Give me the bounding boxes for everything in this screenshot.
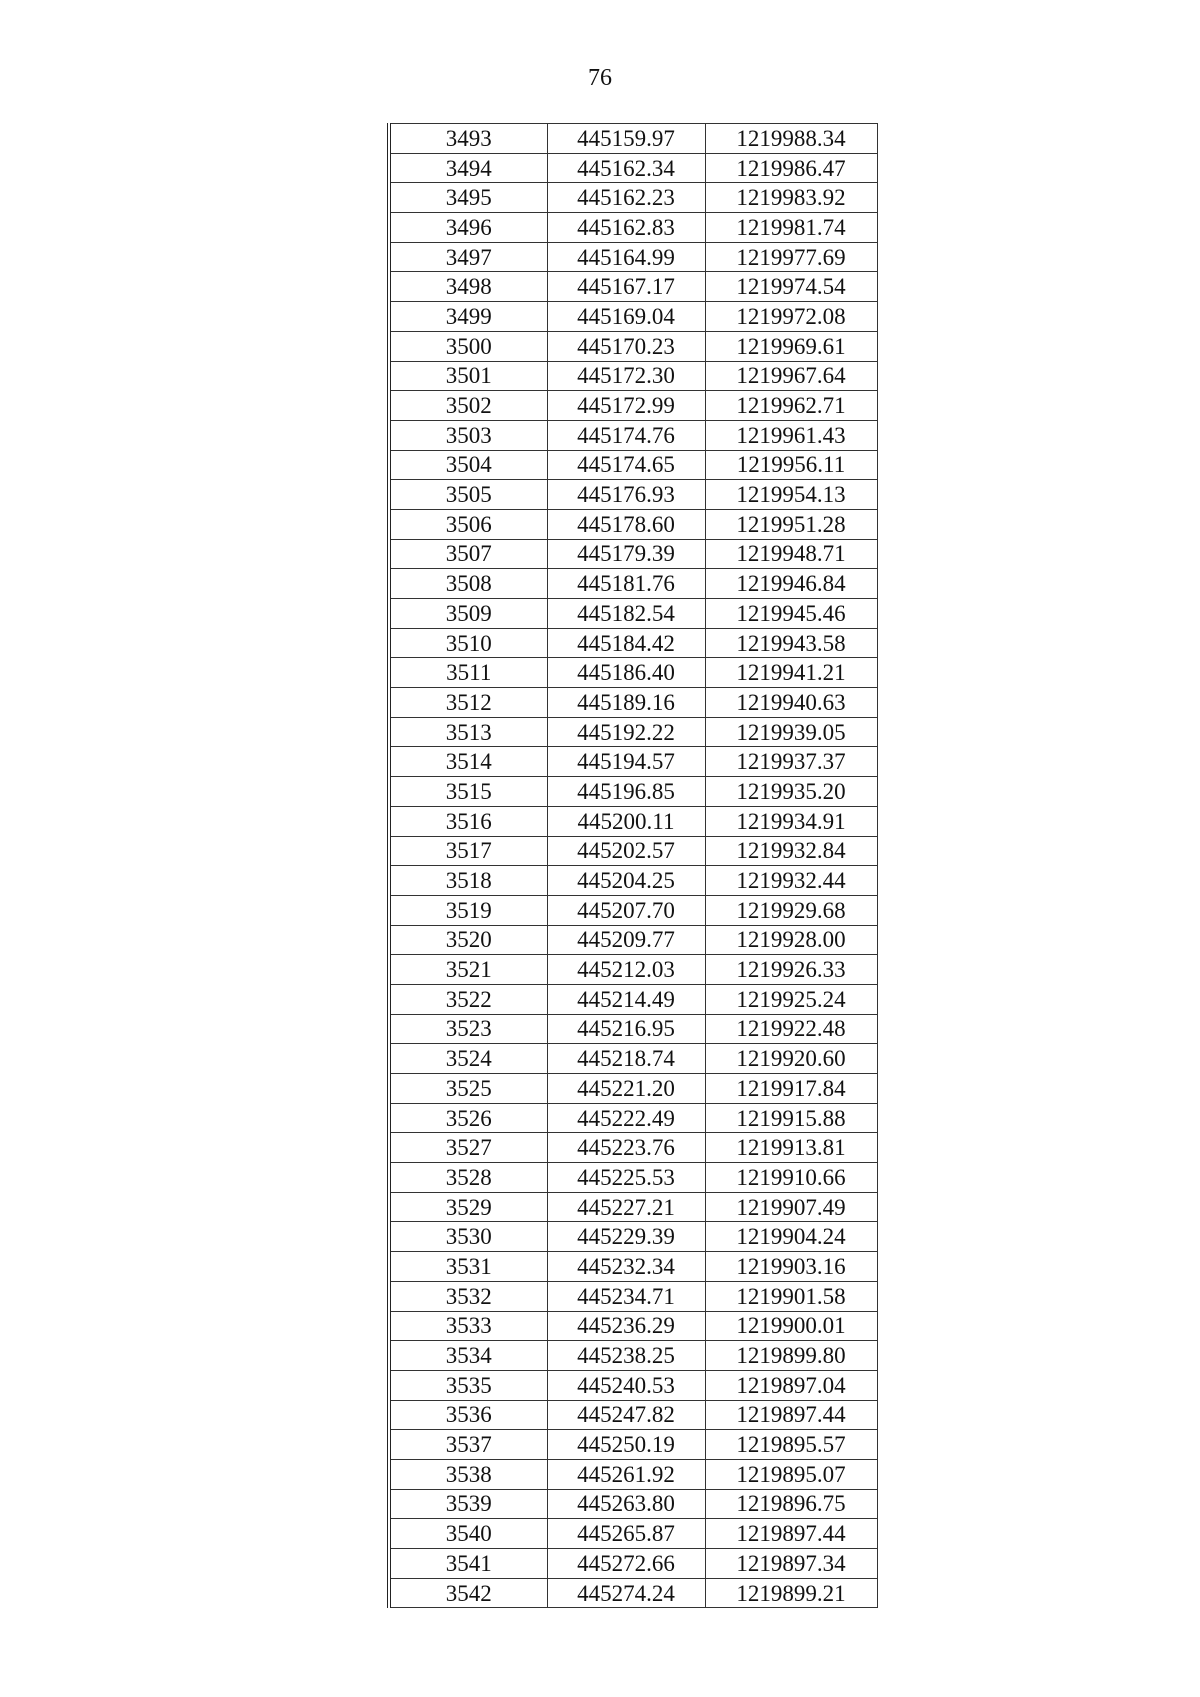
y-coordinate-cell: 1219897.04 bbox=[705, 1370, 877, 1400]
table-row bbox=[389, 1370, 877, 1400]
table-row bbox=[389, 1430, 877, 1460]
y-coordinate-cell: 1219900.01 bbox=[705, 1311, 877, 1341]
x-coordinate-cell: 445200.11 bbox=[547, 806, 705, 836]
point-number-cell: 3531 bbox=[389, 1252, 547, 1282]
point-number-cell: 3510 bbox=[389, 628, 547, 658]
point-number-cell: 3505 bbox=[389, 480, 547, 510]
x-coordinate-cell: 445204.25 bbox=[547, 866, 705, 896]
x-coordinate-cell: 445169.04 bbox=[547, 302, 705, 332]
point-number-cell: 3542 bbox=[389, 1578, 547, 1608]
x-coordinate-cell: 445181.76 bbox=[547, 569, 705, 599]
x-coordinate-cell: 445221.20 bbox=[547, 1074, 705, 1104]
y-coordinate-cell: 1219954.13 bbox=[705, 480, 877, 510]
y-coordinate-cell: 1219901.58 bbox=[705, 1281, 877, 1311]
y-coordinate-cell: 1219899.80 bbox=[705, 1341, 877, 1371]
y-coordinate-cell: 1219969.61 bbox=[705, 331, 877, 361]
table-row bbox=[389, 628, 877, 658]
x-coordinate-cell: 445214.49 bbox=[547, 984, 705, 1014]
coordinates-table-body bbox=[389, 124, 877, 1608]
table-row bbox=[389, 1311, 877, 1341]
y-coordinate-cell: 1219945.46 bbox=[705, 599, 877, 629]
point-number-cell: 3539 bbox=[389, 1489, 547, 1519]
x-coordinate-cell: 445159.97 bbox=[547, 124, 705, 154]
table-row bbox=[389, 658, 877, 688]
y-coordinate-cell: 1219941.21 bbox=[705, 658, 877, 688]
y-coordinate-cell: 1219895.07 bbox=[705, 1459, 877, 1489]
y-coordinate-cell: 1219940.63 bbox=[705, 688, 877, 718]
x-coordinate-cell: 445261.92 bbox=[547, 1459, 705, 1489]
table-row bbox=[389, 153, 877, 183]
x-coordinate-cell: 445229.39 bbox=[547, 1222, 705, 1252]
x-coordinate-cell: 445184.42 bbox=[547, 628, 705, 658]
y-coordinate-cell: 1219981.74 bbox=[705, 213, 877, 243]
point-number-cell: 3523 bbox=[389, 1014, 547, 1044]
table-row bbox=[389, 1549, 877, 1579]
y-coordinate-cell: 1219986.47 bbox=[705, 153, 877, 183]
y-coordinate-cell: 1219907.49 bbox=[705, 1192, 877, 1222]
point-number-cell: 3496 bbox=[389, 213, 547, 243]
y-coordinate-cell: 1219929.68 bbox=[705, 895, 877, 925]
point-number-cell: 3512 bbox=[389, 688, 547, 718]
table-row bbox=[389, 599, 877, 629]
y-coordinate-cell: 1219899.21 bbox=[705, 1578, 877, 1608]
y-coordinate-cell: 1219897.44 bbox=[705, 1519, 877, 1549]
y-coordinate-cell: 1219967.64 bbox=[705, 361, 877, 391]
table-row bbox=[389, 331, 877, 361]
x-coordinate-cell: 445238.25 bbox=[547, 1341, 705, 1371]
coordinates-table bbox=[387, 123, 878, 1608]
x-coordinate-cell: 445202.57 bbox=[547, 836, 705, 866]
table-row bbox=[389, 836, 877, 866]
y-coordinate-cell: 1219935.20 bbox=[705, 777, 877, 807]
y-coordinate-cell: 1219946.84 bbox=[705, 569, 877, 599]
y-coordinate-cell: 1219897.34 bbox=[705, 1549, 877, 1579]
y-coordinate-cell: 1219932.44 bbox=[705, 866, 877, 896]
point-number-cell: 3494 bbox=[389, 153, 547, 183]
y-coordinate-cell: 1219939.05 bbox=[705, 717, 877, 747]
table-row bbox=[389, 124, 877, 154]
point-number-cell: 3519 bbox=[389, 895, 547, 925]
table-row bbox=[389, 1252, 877, 1282]
point-number-cell: 3516 bbox=[389, 806, 547, 836]
y-coordinate-cell: 1219983.92 bbox=[705, 183, 877, 213]
table-row bbox=[389, 1489, 877, 1519]
point-number-cell: 3532 bbox=[389, 1281, 547, 1311]
point-number-cell: 3524 bbox=[389, 1044, 547, 1074]
table-row bbox=[389, 1074, 877, 1104]
point-number-cell: 3498 bbox=[389, 272, 547, 302]
point-number-cell: 3520 bbox=[389, 925, 547, 955]
y-coordinate-cell: 1219988.34 bbox=[705, 124, 877, 154]
y-coordinate-cell: 1219910.66 bbox=[705, 1163, 877, 1193]
table-row bbox=[389, 895, 877, 925]
x-coordinate-cell: 445176.93 bbox=[547, 480, 705, 510]
x-coordinate-cell: 445232.34 bbox=[547, 1252, 705, 1282]
point-number-cell: 3501 bbox=[389, 361, 547, 391]
x-coordinate-cell: 445178.60 bbox=[547, 509, 705, 539]
y-coordinate-cell: 1219925.24 bbox=[705, 984, 877, 1014]
table-row bbox=[389, 1519, 877, 1549]
y-coordinate-cell: 1219943.58 bbox=[705, 628, 877, 658]
y-coordinate-cell: 1219913.81 bbox=[705, 1133, 877, 1163]
x-coordinate-cell: 445263.80 bbox=[547, 1489, 705, 1519]
x-coordinate-cell: 445274.24 bbox=[547, 1578, 705, 1608]
x-coordinate-cell: 445194.57 bbox=[547, 747, 705, 777]
y-coordinate-cell: 1219920.60 bbox=[705, 1044, 877, 1074]
x-coordinate-cell: 445172.99 bbox=[547, 391, 705, 421]
x-coordinate-cell: 445265.87 bbox=[547, 1519, 705, 1549]
point-number-cell: 3526 bbox=[389, 1103, 547, 1133]
y-coordinate-cell: 1219937.37 bbox=[705, 747, 877, 777]
x-coordinate-cell: 445216.95 bbox=[547, 1014, 705, 1044]
table-row bbox=[389, 361, 877, 391]
x-coordinate-cell: 445174.65 bbox=[547, 450, 705, 480]
x-coordinate-cell: 445222.49 bbox=[547, 1103, 705, 1133]
x-coordinate-cell: 445225.53 bbox=[547, 1163, 705, 1193]
point-number-cell: 3506 bbox=[389, 509, 547, 539]
x-coordinate-cell: 445250.19 bbox=[547, 1430, 705, 1460]
point-number-cell: 3533 bbox=[389, 1311, 547, 1341]
y-coordinate-cell: 1219915.88 bbox=[705, 1103, 877, 1133]
point-number-cell: 3529 bbox=[389, 1192, 547, 1222]
table-row bbox=[389, 1044, 877, 1074]
point-number-cell: 3507 bbox=[389, 539, 547, 569]
table-row bbox=[389, 866, 877, 896]
point-number-cell: 3497 bbox=[389, 242, 547, 272]
x-coordinate-cell: 445227.21 bbox=[547, 1192, 705, 1222]
table-row bbox=[389, 183, 877, 213]
x-coordinate-cell: 445236.29 bbox=[547, 1311, 705, 1341]
table-row bbox=[389, 509, 877, 539]
table-row bbox=[389, 539, 877, 569]
point-number-cell: 3537 bbox=[389, 1430, 547, 1460]
x-coordinate-cell: 445186.40 bbox=[547, 658, 705, 688]
x-coordinate-cell: 445247.82 bbox=[547, 1400, 705, 1430]
table-row bbox=[389, 302, 877, 332]
table-row bbox=[389, 1163, 877, 1193]
table-row bbox=[389, 1222, 877, 1252]
point-number-cell: 3493 bbox=[389, 124, 547, 154]
y-coordinate-cell: 1219928.00 bbox=[705, 925, 877, 955]
table-row bbox=[389, 213, 877, 243]
y-coordinate-cell: 1219948.71 bbox=[705, 539, 877, 569]
y-coordinate-cell: 1219956.11 bbox=[705, 450, 877, 480]
y-coordinate-cell: 1219896.75 bbox=[705, 1489, 877, 1519]
table-row bbox=[389, 1133, 877, 1163]
x-coordinate-cell: 445234.71 bbox=[547, 1281, 705, 1311]
y-coordinate-cell: 1219917.84 bbox=[705, 1074, 877, 1104]
x-coordinate-cell: 445212.03 bbox=[547, 955, 705, 985]
point-number-cell: 3508 bbox=[389, 569, 547, 599]
point-number-cell: 3536 bbox=[389, 1400, 547, 1430]
table-row bbox=[389, 569, 877, 599]
y-coordinate-cell: 1219903.16 bbox=[705, 1252, 877, 1282]
table-row bbox=[389, 925, 877, 955]
point-number-cell: 3521 bbox=[389, 955, 547, 985]
x-coordinate-cell: 445164.99 bbox=[547, 242, 705, 272]
y-coordinate-cell: 1219926.33 bbox=[705, 955, 877, 985]
point-number-cell: 3522 bbox=[389, 984, 547, 1014]
x-coordinate-cell: 445223.76 bbox=[547, 1133, 705, 1163]
point-number-cell: 3530 bbox=[389, 1222, 547, 1252]
y-coordinate-cell: 1219932.84 bbox=[705, 836, 877, 866]
point-number-cell: 3513 bbox=[389, 717, 547, 747]
x-coordinate-cell: 445179.39 bbox=[547, 539, 705, 569]
y-coordinate-cell: 1219961.43 bbox=[705, 420, 877, 450]
table-row bbox=[389, 391, 877, 421]
point-number-cell: 3525 bbox=[389, 1074, 547, 1104]
x-coordinate-cell: 445170.23 bbox=[547, 331, 705, 361]
x-coordinate-cell: 445182.54 bbox=[547, 599, 705, 629]
table-row bbox=[389, 1014, 877, 1044]
x-coordinate-cell: 445209.77 bbox=[547, 925, 705, 955]
y-coordinate-cell: 1219962.71 bbox=[705, 391, 877, 421]
y-coordinate-cell: 1219951.28 bbox=[705, 509, 877, 539]
table-row bbox=[389, 1103, 877, 1133]
point-number-cell: 3509 bbox=[389, 599, 547, 629]
y-coordinate-cell: 1219897.44 bbox=[705, 1400, 877, 1430]
y-coordinate-cell: 1219977.69 bbox=[705, 242, 877, 272]
point-number-cell: 3528 bbox=[389, 1163, 547, 1193]
x-coordinate-cell: 445196.85 bbox=[547, 777, 705, 807]
point-number-cell: 3517 bbox=[389, 836, 547, 866]
point-number-cell: 3511 bbox=[389, 658, 547, 688]
x-coordinate-cell: 445189.16 bbox=[547, 688, 705, 718]
table-row bbox=[389, 1341, 877, 1371]
y-coordinate-cell: 1219904.24 bbox=[705, 1222, 877, 1252]
x-coordinate-cell: 445167.17 bbox=[547, 272, 705, 302]
table-row bbox=[389, 1192, 877, 1222]
table-row bbox=[389, 1578, 877, 1608]
x-coordinate-cell: 445174.76 bbox=[547, 420, 705, 450]
x-coordinate-cell: 445240.53 bbox=[547, 1370, 705, 1400]
y-coordinate-cell: 1219972.08 bbox=[705, 302, 877, 332]
point-number-cell: 3541 bbox=[389, 1549, 547, 1579]
point-number-cell: 3504 bbox=[389, 450, 547, 480]
x-coordinate-cell: 445192.22 bbox=[547, 717, 705, 747]
point-number-cell: 3527 bbox=[389, 1133, 547, 1163]
table-row bbox=[389, 955, 877, 985]
point-number-cell: 3502 bbox=[389, 391, 547, 421]
point-number-cell: 3534 bbox=[389, 1341, 547, 1371]
point-number-cell: 3503 bbox=[389, 420, 547, 450]
x-coordinate-cell: 445162.83 bbox=[547, 213, 705, 243]
x-coordinate-cell: 445218.74 bbox=[547, 1044, 705, 1074]
point-number-cell: 3495 bbox=[389, 183, 547, 213]
point-number-cell: 3535 bbox=[389, 1370, 547, 1400]
x-coordinate-cell: 445172.30 bbox=[547, 361, 705, 391]
table-row bbox=[389, 717, 877, 747]
table-row bbox=[389, 747, 877, 777]
table-row bbox=[389, 984, 877, 1014]
point-number-cell: 3515 bbox=[389, 777, 547, 807]
y-coordinate-cell: 1219922.48 bbox=[705, 1014, 877, 1044]
point-number-cell: 3500 bbox=[389, 331, 547, 361]
table-row bbox=[389, 1281, 877, 1311]
x-coordinate-cell: 445272.66 bbox=[547, 1549, 705, 1579]
x-coordinate-cell: 445162.34 bbox=[547, 153, 705, 183]
point-number-cell: 3499 bbox=[389, 302, 547, 332]
table-row bbox=[389, 1400, 877, 1430]
page-number: 76 bbox=[588, 65, 612, 91]
point-number-cell: 3518 bbox=[389, 866, 547, 896]
point-number-cell: 3514 bbox=[389, 747, 547, 777]
x-coordinate-cell: 445207.70 bbox=[547, 895, 705, 925]
table-row bbox=[389, 420, 877, 450]
table-row bbox=[389, 242, 877, 272]
table-row bbox=[389, 806, 877, 836]
table-row bbox=[389, 450, 877, 480]
table-row bbox=[389, 688, 877, 718]
point-number-cell: 3540 bbox=[389, 1519, 547, 1549]
y-coordinate-cell: 1219895.57 bbox=[705, 1430, 877, 1460]
table-row bbox=[389, 777, 877, 807]
table-row bbox=[389, 1459, 877, 1489]
y-coordinate-cell: 1219974.54 bbox=[705, 272, 877, 302]
x-coordinate-cell: 445162.23 bbox=[547, 183, 705, 213]
table-row bbox=[389, 480, 877, 510]
point-number-cell: 3538 bbox=[389, 1459, 547, 1489]
table-row bbox=[389, 272, 877, 302]
y-coordinate-cell: 1219934.91 bbox=[705, 806, 877, 836]
